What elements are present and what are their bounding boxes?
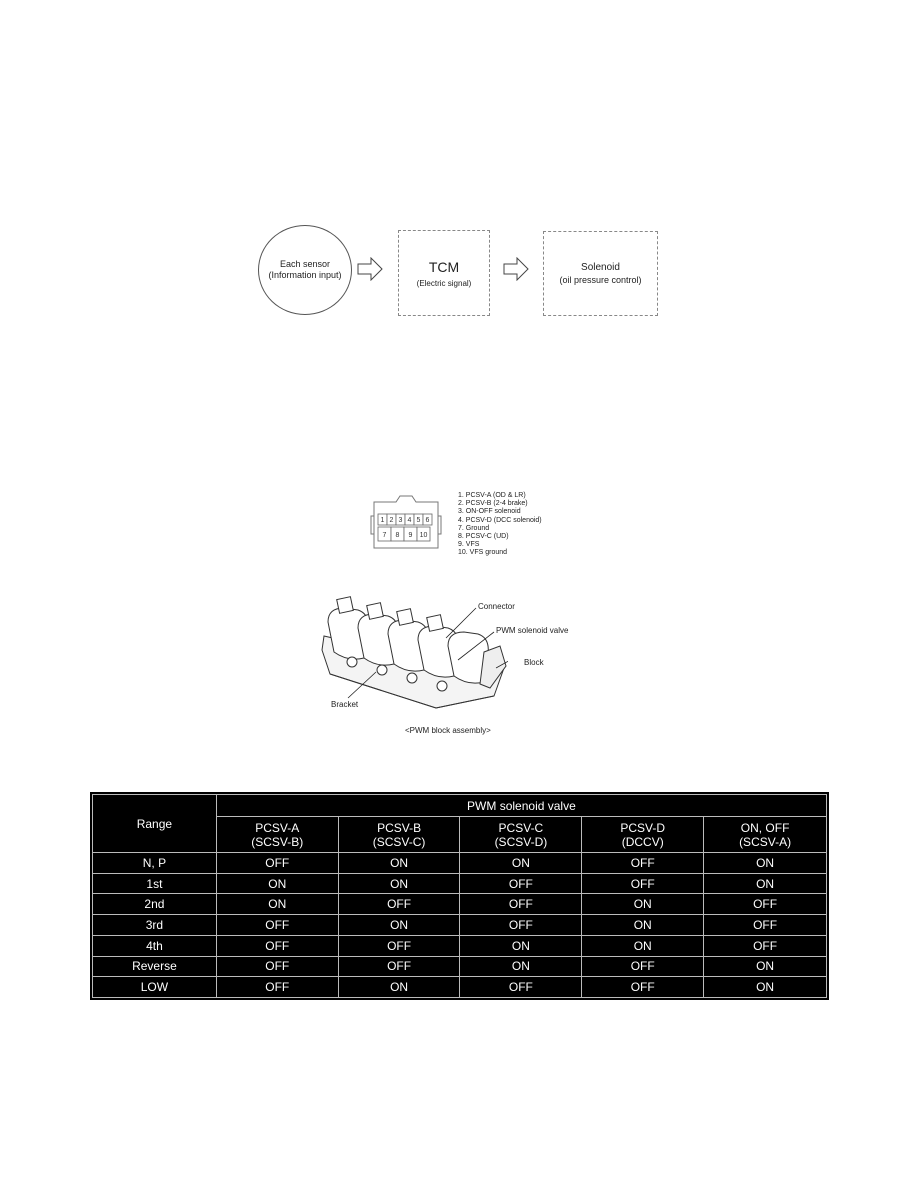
pin-number: 4: [407, 517, 412, 524]
table-cell: ON: [460, 935, 582, 956]
table-cell: OFF: [216, 935, 338, 956]
table-cell: OFF: [582, 956, 704, 977]
solenoid-subtitle: (oil pressure control): [559, 275, 642, 285]
connector-pinout-diagram: [368, 492, 444, 552]
pin-description: 4. PCSV-D (DCC solenoid): [458, 516, 542, 524]
pin-description: 3. ON-OFF solenoid: [458, 508, 521, 516]
pin-number: 2: [389, 517, 394, 524]
table-cell: ON: [582, 894, 704, 915]
range-cell: 2nd: [93, 894, 217, 915]
pin-description: 2. PCSV-B (2-4 brake): [458, 500, 528, 508]
sensor-ellipse: [258, 225, 352, 315]
pwm-group-header: PWM solenoid valve: [216, 795, 826, 817]
range-cell: 1st: [93, 873, 217, 894]
table-cell: OFF: [216, 853, 338, 874]
pin-number: 10: [419, 532, 428, 539]
table-cell: ON: [704, 977, 827, 998]
column-header: ON, OFF (SCSV-A): [704, 817, 827, 853]
flow-arrow-right-icon: [503, 257, 529, 281]
table-cell: ON: [338, 915, 460, 936]
range-header: Range: [93, 795, 217, 853]
table-cell: OFF: [704, 915, 827, 936]
table-cell: ON: [216, 873, 338, 894]
flow-arrow-right-icon: [357, 257, 383, 281]
pin-number: 7: [382, 532, 387, 539]
pin-description: 7. Ground: [458, 524, 490, 532]
column-header: PCSV-B (SCSV-C): [338, 817, 460, 853]
column-header: PCSV-D (DCCV): [582, 817, 704, 853]
table-row: [93, 935, 827, 956]
solenoid-box: [543, 231, 658, 316]
table-cell: ON: [338, 977, 460, 998]
table-cell: OFF: [582, 873, 704, 894]
table-cell: ON: [460, 853, 582, 874]
pin-number: 9: [408, 532, 413, 539]
pwm-valve-label: PWM solenoid valve: [496, 626, 569, 635]
table-cell: ON: [704, 853, 827, 874]
pin-number: 6: [425, 517, 430, 524]
sensor-label-line1: Each sensor: [279, 259, 330, 269]
column-header: PCSV-A (SCSV-B): [216, 817, 338, 853]
connector-label: Connector: [478, 602, 515, 611]
table-row: [93, 853, 827, 874]
table-cell: ON: [460, 956, 582, 977]
pwm-table-container: [90, 792, 829, 1000]
table-row: [93, 956, 827, 977]
table-cell: OFF: [216, 915, 338, 936]
pin-number: 3: [398, 517, 403, 524]
pin-number: 8: [395, 532, 400, 539]
table-cell: OFF: [582, 977, 704, 998]
range-cell: 4th: [93, 935, 217, 956]
bracket-label: Bracket: [331, 700, 359, 709]
range-cell: Reverse: [93, 956, 217, 977]
table-cell: OFF: [338, 894, 460, 915]
table-cell: OFF: [704, 894, 827, 915]
table-cell: OFF: [704, 935, 827, 956]
table-cell: ON: [704, 956, 827, 977]
range-cell: N, P: [93, 853, 217, 874]
table-row: [93, 977, 827, 998]
pin-description-list: [458, 492, 542, 558]
pin-description: 1. PCSV-A (OD & LR): [458, 492, 526, 499]
tcm-title: TCM: [428, 258, 460, 275]
table-cell: ON: [338, 853, 460, 874]
range-cell: 3rd: [93, 915, 217, 936]
table-cell: ON: [582, 915, 704, 936]
table-cell: OFF: [460, 915, 582, 936]
table-cell: OFF: [216, 956, 338, 977]
tcm-subtitle: (Electric signal): [416, 278, 472, 288]
tcm-box: [398, 230, 490, 316]
pin-number: 1: [380, 517, 385, 524]
range-cell: LOW: [93, 977, 217, 998]
pin-number: 5: [416, 517, 421, 524]
table-cell: ON: [704, 873, 827, 894]
table-cell: OFF: [460, 894, 582, 915]
table-cell: OFF: [216, 977, 338, 998]
pin-description: 10. VFS ground: [458, 549, 508, 557]
table-cell: OFF: [460, 873, 582, 894]
sensor-label-line2: (Information input): [268, 270, 342, 280]
pin-description: 8. PCSV-C (UD): [458, 533, 509, 541]
table-header-row: [93, 795, 827, 817]
assembly-caption: <PWM block assembly>: [405, 726, 491, 735]
table-cell: ON: [582, 935, 704, 956]
table-row: [93, 915, 827, 936]
block-label: Block: [524, 658, 544, 667]
table-cell: ON: [338, 873, 460, 894]
solenoid-title: Solenoid: [581, 262, 620, 273]
pin-description: 9. VFS: [458, 541, 480, 549]
column-header: PCSV-C (SCSV-D): [460, 817, 582, 853]
table-cell: OFF: [582, 853, 704, 874]
table-row: [93, 894, 827, 915]
pwm-solenoid-table: [92, 794, 827, 998]
table-cell: ON: [216, 894, 338, 915]
table-cell: OFF: [460, 977, 582, 998]
table-cell: OFF: [338, 956, 460, 977]
table-cell: OFF: [338, 935, 460, 956]
table-row: [93, 873, 827, 894]
